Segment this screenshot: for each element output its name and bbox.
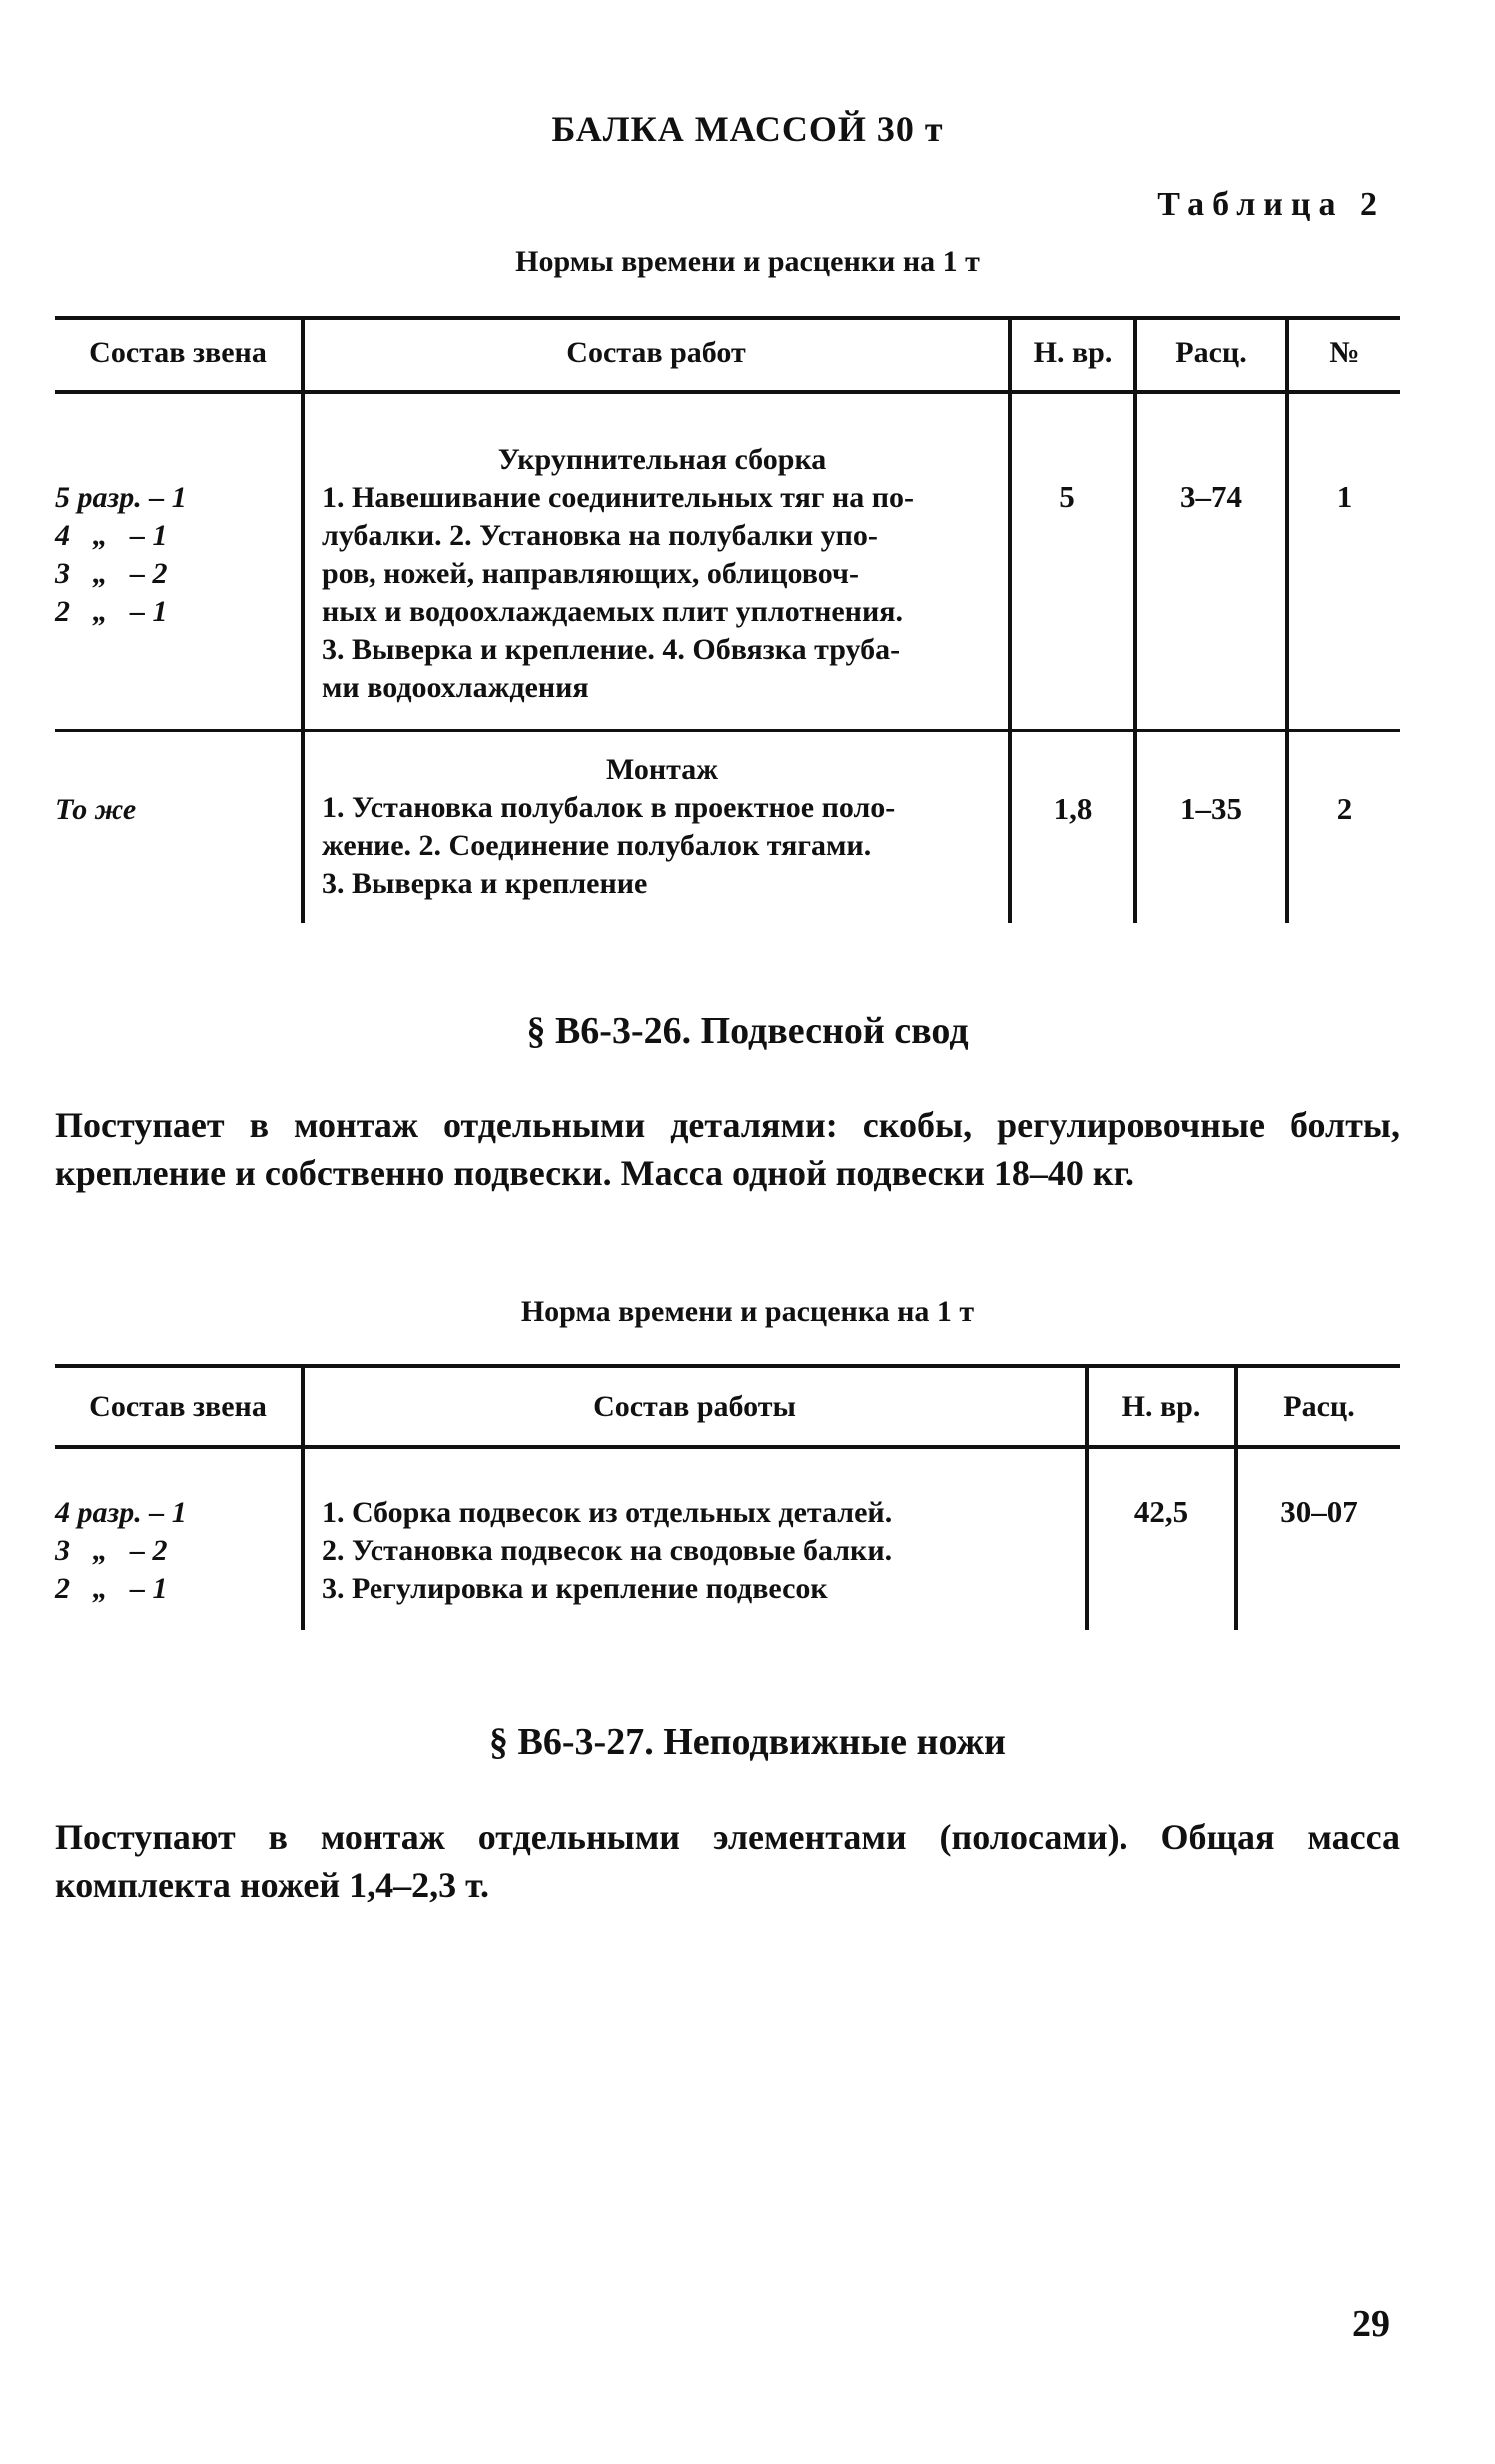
work-line: лубалки. 2. Установка на полубалки упо-	[322, 519, 878, 552]
table2-col-header: Состав работы	[593, 1390, 796, 1423]
table1-col-header: Расц.	[1175, 336, 1247, 369]
table2-col-header: Состав звена	[89, 1390, 267, 1423]
section-paragraph: Поступают в монтаж отдельными элементами (полосами). Общая масса комплекта ножей 1,4–2,3 т.	[55, 1817, 1400, 1905]
table1-row1-norm: 5	[1059, 479, 1075, 514]
table2-row1-rate: 30–07	[1280, 1494, 1358, 1529]
table1-divider	[1008, 316, 1012, 923]
table1-row2-rate: 1–35	[1180, 791, 1242, 826]
table2-row1-norm: 42,5	[1133, 1494, 1189, 1529]
work-line: 3. Выверка и крепление. 4. Обвязка труба-	[322, 633, 901, 666]
table2-col-header: Расц.	[1283, 1390, 1355, 1423]
work-heading: Укрупнительная сборка	[497, 443, 827, 476]
table1-col-header: Н. вр.	[1033, 336, 1113, 369]
work-line: 1. Навешивание соединительных тяг на по-	[322, 481, 915, 514]
table1-col-header: Состав работ	[566, 336, 746, 369]
table1-col-header: №	[1329, 336, 1360, 369]
work-line: 3. Выверка и крепление	[322, 867, 648, 900]
section-paragraph: Поступает в монтаж отдельными деталями: скобы, регулировочные болты, крепление и собственно подвески. Масса одной подвески 18–40 кг.	[55, 1105, 1400, 1193]
table1-row1-work	[322, 441, 1003, 707]
table1-row2-crew	[55, 791, 136, 829]
table1-caption: Нормы времени и расценки на 1 т	[515, 245, 980, 278]
work-line: 1. Установка полубалок в проектное поло-	[322, 791, 896, 824]
page-number: 29	[1352, 2303, 1390, 2345]
table-reference: Таблица 2	[1157, 186, 1385, 223]
work-line: ров, ножей, направляющих, облицовоч-	[322, 557, 859, 590]
table2-top-rule	[55, 1364, 1400, 1368]
crew-line: 4 „ – 1	[55, 519, 168, 552]
table1-header-rule	[55, 390, 1400, 394]
crew-line: 3 „ – 2	[55, 557, 168, 590]
table1-row-rule	[55, 729, 1400, 732]
section-title: § В6-3-27. Неподвижные ножи	[489, 1721, 1006, 1763]
table1-row1-crew	[55, 479, 187, 631]
table2-col-header: Н. вр.	[1121, 1390, 1201, 1423]
table1-row1-no: 1	[1336, 479, 1353, 514]
crew-line: То же	[55, 793, 137, 826]
crew-line: 5 разр. – 1	[55, 481, 187, 514]
table2-caption: Норма времени и расценка на 1 т	[520, 1295, 975, 1328]
table1-top-rule	[55, 316, 1400, 320]
table1-row2-norm: 1,8	[1053, 791, 1093, 826]
table1-divider	[1133, 316, 1137, 923]
table1-divider	[1285, 316, 1289, 923]
work-line: 1. Сборка подвесок из отдельных деталей.	[322, 1496, 893, 1529]
work-line: ных и водоохлаждаемых плит уплотнения.	[322, 595, 903, 628]
crew-line: 2 „ – 1	[55, 1572, 168, 1605]
page-title: БАЛКА МАССОЙ 30 т	[551, 109, 944, 149]
crew-line: 4 разр. – 1	[55, 1496, 187, 1529]
work-line: 3. Регулировка и крепление подвесок	[322, 1572, 828, 1605]
work-line: 2. Установка подвесок на сводовые балки.	[322, 1534, 893, 1567]
table1-divider	[301, 316, 305, 923]
work-heading: Монтаж	[605, 753, 719, 786]
table2-row1-work	[322, 1494, 1081, 1608]
table2-row1-crew	[55, 1494, 187, 1608]
crew-line: 3 „ – 2	[55, 1534, 168, 1567]
work-line: ми водоохлаждения	[322, 671, 589, 704]
crew-line: 2 „ – 1	[55, 595, 168, 628]
table1-col-header: Состав звена	[89, 336, 267, 369]
table1-row1-rate: 3–74	[1180, 479, 1242, 514]
section-title: § В6-3-26. Подвесной свод	[526, 1010, 969, 1052]
table1-row2-work	[322, 751, 1003, 903]
table2-header-rule	[55, 1445, 1400, 1449]
work-line: жение. 2. Соединение полубалок тягами.	[322, 829, 872, 862]
table1-row2-no: 2	[1336, 791, 1353, 826]
